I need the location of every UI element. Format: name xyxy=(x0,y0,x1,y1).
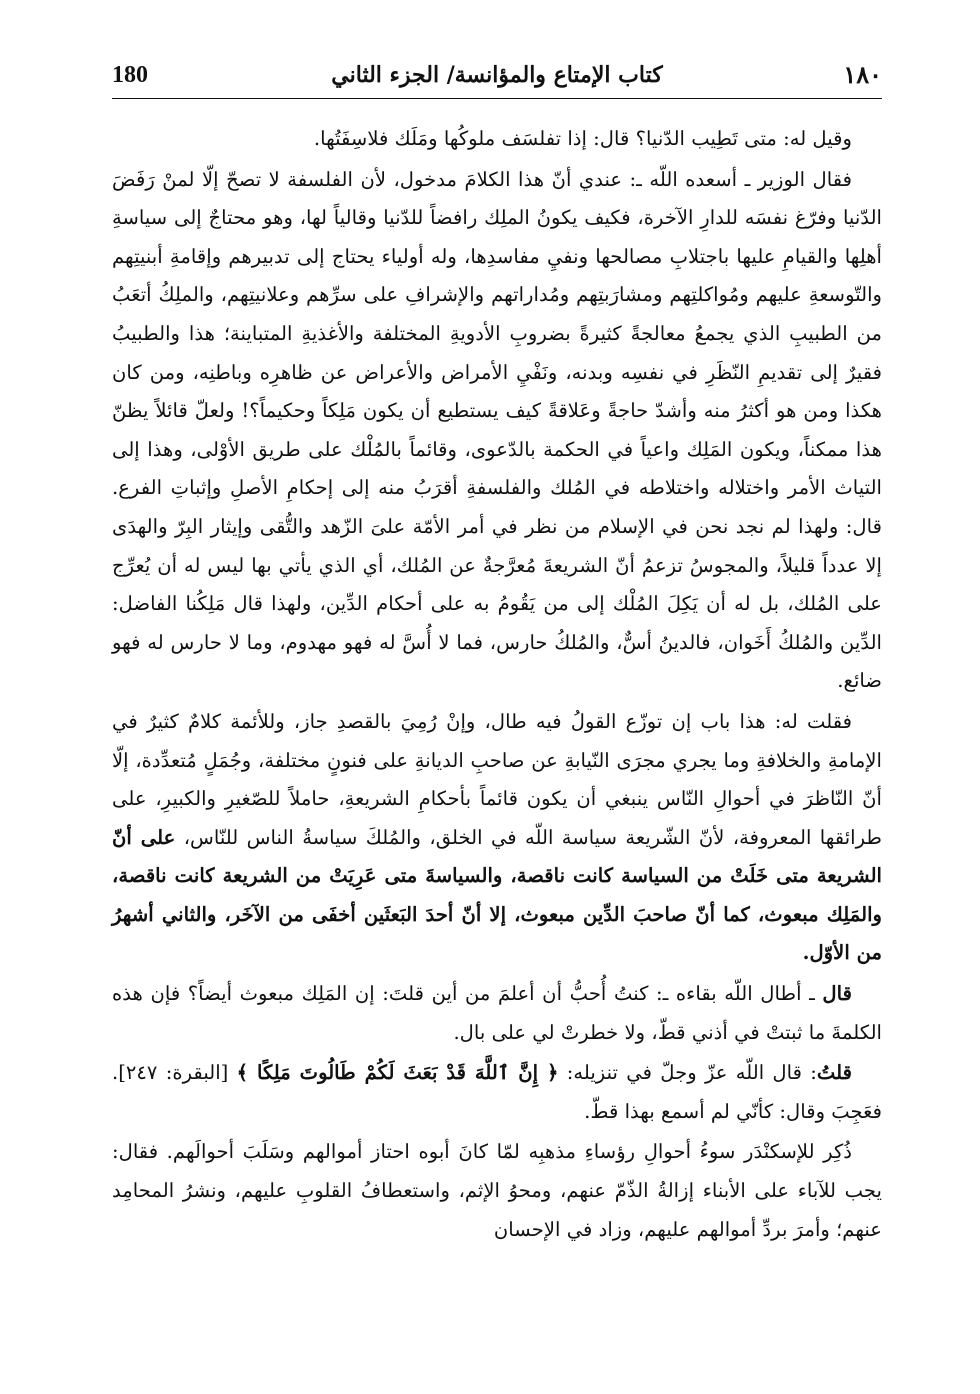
speaker-label: قال xyxy=(822,982,852,1006)
paragraph-text: فقال الوزير ـ أسعده اللّه ـ: عندي أنّ هذا الكلامَ مدخول، لأن الفلسفة لا تصحّ إلّا لمنْ رَفَضَ الدّنيا وفرّغ نفسَه للدارِ الآخرة، فكيف يكونُ الملِك رافضاً للدّنيا وقالياً لها، وهو محتاجٌ إلى سياسةِ أهلِها والقيامِ عليها باجتلابِ مصالحها ونفيِ مفاسدِها، وله أولياء يحتاج إلى تدبيرهم وإقامةِ أبنيتِهم والتّوسعةِ عليهم ومُواكلتِهم ومشارَبتِهم ومُداراتهم والإشرافِ على سرِّهم وعلانيتِهم، والملِكُ أتعَبُ من الطبيبِ الذي يجمعُ معالجةً كثيرةً بضروبِ الأدويةِ المختلفة والأغذيةِ المتباينة؛ هذا والطبيبُ فقيرٌ إلى تقديمِ النّظَرِ في نفسِه وبدنه، ونَفْيِ الأمراض والأعراض عن ظاهرِه وباطنِه، ومن كان هكذا ومن هو أكثرُ منه وأشدّ حاجةً وعَلاقةً كيف يستطيع أن يكون مَلِكاً وحكيماً؟! ولعلّ قائلاً يظنّ هذا ممكناً، ويكون المَلِك واعياً في الحكمة بالدّعوى، وقائماً بالمُلْك على طريق الأوْلى، وهذا إلى التياث الأمر واختلاله واختلاطه في المُلك والفلسفةِ أقرَبُ منه إلى إحكامِ الأصلِ وإثباتِ الفرع. قال: ولهذا لم نجد نحن في الإسلام من نظر في أمر الأمّة علىَ الزّهد والتُّقى وإيثار البِرّ والهدَى إلا عدداً قليلاً، والمجوسُ تزعمُ أنّ الشريعةَ مُعرَّجةٌ عن المُلك، أي الذي يأتي بها ليس له أن يُعرِّج على المُلك، بل له أن يَكِلَ المُلْك إلى من يَقُومُ به على أحكام الدِّين، ولهذا قال مَلِكُنا الفاضل: الدِّين والمُلكُ أَخَوان، فالدينُ أسٌّ، والمُلكُ حارس، فما لا أُسَّ له فهو مهدوم، وما لا حارس له فهو ضائع. xyxy=(112,167,882,693)
paragraph-text: ذُكِر للإسكنْدَر سوءُ أحوالِ رؤساءِ مذهبِه لمّا كانَ أبوه احتاز أموالهم وسَلَبَ أحوالَهم. فقال: يجب للآباء على الأبناء إزالةُ الذّمّ عنهم، ومحوُ الإثم، واستعطافُ القلوبِ عليهم، ونشرُ المحامِد عنهم؛ وأمرَ بردِّ أموالهم عليهم، وزاد في الإحسان xyxy=(112,1140,882,1241)
page-number-latin: 180 xyxy=(112,62,148,88)
running-title: كتاب الإمتاع والمؤانسة/ الجزء الثاني xyxy=(331,62,663,88)
bold-statement: على أنّ الشريعة متى خَلَتْ من السياسة كانت ناقصة، والسياسةَ متى عَرِيَتْ من الشريعة كانت ناقصة، والمَلِك مبعوث، كما أنّ صاحبَ الدِّين مبعوث، إلا أنّ أحدَ البَعثَين أخفَى من الآخَر، والثاني أشهرُ من الأوّل. xyxy=(112,825,882,965)
quotation-reference: [البقرة: ٢٤٧]. فعَجِبَ وقال: كأنّي لم أسمع بهذا قطّ. xyxy=(112,1061,882,1123)
paragraph-5 xyxy=(112,1054,882,1131)
paragraph-text: : قال اللّه عزّ وجلّ في تنزيله: xyxy=(566,1061,817,1085)
paragraph-6 xyxy=(112,1133,882,1249)
header-rule xyxy=(112,98,882,99)
paragraph-text: ـ أطال اللّه بقاءه ـ: كنتُ أُحبُّ أن أعلمَ من أين قلتَ: إن المَلِك مبعوث أيضاً؟ فإن هذه الكلمةَ ما ثبتتْ في أذني قطّ، ولا خطرتْ لي على بال. xyxy=(112,982,882,1044)
paragraph-3 xyxy=(112,703,882,973)
speaker-label: قلتُ xyxy=(816,1061,852,1085)
paragraph-4 xyxy=(112,975,882,1052)
quran-quotation: ﴿ إِنَّ ٱللَّهَ قَدْ بَعَثَ لَكُمْ طَالُوتَ مَلِكًا ﴾ xyxy=(236,1061,559,1085)
paragraph-2 xyxy=(112,161,882,701)
paragraph-text: وقيل له: متى تَطِيب الدّنيا؟ قال: إذا تفلسَف ملوكُها ومَلَك فلاسِفَتُها. xyxy=(313,127,852,150)
body-text xyxy=(112,98,882,1249)
paragraph-text: فقلت له: هذا باب إن توزّع القولُ فيه طال، وإنْ رُمِيَ بالقصدِ جاز، وللأئمة كلامٌ كثيرٌ في الإمامةِ والخلافةِ وما يجري مجرَى النّيابةِ عن صاحبِ الديانةِ على فنونٍ مختلفة، وجُمَلٍ مُتعدِّدة، إلّا أنّ النّاظرَ في أحوالِ النّاس ينبغي أن يكون قائماً بأحكامِ الشريعةِ، حاملاً للصّغيرِ والكبيرِ، على طرائقها المعروفة، لأنّ الشّريعة سياسة اللّه في الخلق، والمُلكَ سياسةُ الناس للنّاس، xyxy=(112,709,883,849)
paragraph-1 xyxy=(112,120,882,159)
book-page xyxy=(112,56,882,1376)
page-number-arabic: ١٨٠ xyxy=(843,60,882,89)
running-header xyxy=(112,56,882,98)
